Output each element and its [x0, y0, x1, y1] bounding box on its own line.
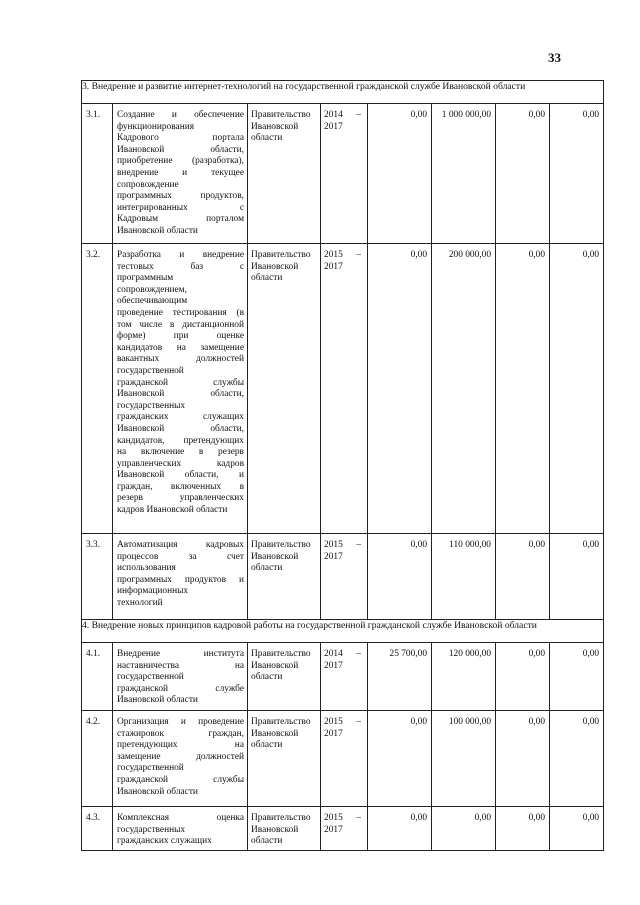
implementation-period	[321, 534, 368, 620]
funding-amount-2015: 100 000,00	[432, 711, 496, 807]
description-line: Разработка и внедрение	[117, 250, 244, 260]
funding-amount-2014: 0,00	[368, 711, 432, 807]
description-line: приобретение (разработка),	[117, 156, 244, 167]
funding-amount-2016: 0,00	[496, 244, 550, 534]
executor: Правительство Ивановской области	[248, 643, 321, 711]
implementation-period	[321, 244, 368, 534]
description-line: граждан, включенных в	[117, 481, 244, 492]
description-line: Организация и проведение	[117, 717, 244, 727]
description-line: сопровождением,	[117, 284, 187, 295]
funding-amount-2015: 200 000,00	[432, 244, 496, 534]
implementation-period	[321, 643, 368, 711]
funding-amount-2014: 25 700,00	[368, 643, 432, 711]
row-number: 4.3.	[82, 807, 113, 851]
description-line: гражданских служащих	[117, 412, 244, 423]
table-row	[82, 807, 604, 851]
table-row	[82, 711, 604, 807]
period-end: 2017	[324, 728, 343, 739]
measure-description	[113, 807, 248, 851]
implementation-period	[321, 104, 368, 244]
description-line: Ивановской области	[117, 695, 198, 706]
period-dash: –	[356, 813, 361, 823]
page-number: 33	[548, 50, 561, 65]
description-line: использования	[117, 563, 176, 574]
period-dash: –	[356, 649, 361, 659]
description-line: Ивановской области,	[117, 423, 244, 434]
funding-amount-2016: 0,00	[496, 807, 550, 851]
funding-amount-2014: 0,00	[368, 244, 432, 534]
funding-amount-2016: 0,00	[496, 643, 550, 711]
funding-amount-2014: 0,00	[368, 104, 432, 244]
description-line: кандидатов на замещение	[117, 342, 244, 353]
funding-amount-2017: 0,00	[550, 807, 604, 851]
period-dash: –	[356, 717, 361, 727]
executor: Правительство Ивановской области	[248, 807, 321, 851]
description-line: Ивановской области,	[117, 144, 244, 155]
description-line: программным	[117, 273, 174, 284]
description-line: гражданской службы	[117, 774, 244, 785]
description-line: информационных	[117, 586, 189, 597]
implementation-period	[321, 807, 368, 851]
description-line: сопровождение	[117, 179, 179, 190]
funding-amount-2016: 0,00	[496, 711, 550, 807]
funding-amount-2014: 0,00	[368, 807, 432, 851]
section-title: 3. Внедрение и развитие интернет-технологий на государственной гражданской службе Ивановской области	[82, 81, 604, 104]
description-line: том числе в дистанционной	[117, 319, 244, 330]
description-line: Комплексная оценка	[117, 813, 244, 823]
description-line: на включение в резерв	[117, 447, 244, 458]
funding-amount-2017: 0,00	[550, 711, 604, 807]
table-row	[82, 643, 604, 711]
period-start: 2014	[324, 110, 343, 120]
period-end: 2017	[324, 824, 343, 835]
period-dash: –	[356, 540, 361, 550]
description-line: Ивановской области, и	[117, 470, 244, 481]
funding-amount-2016: 0,00	[496, 534, 550, 620]
description-line: Ивановской области,	[117, 389, 244, 400]
description-line: наставничества на	[117, 660, 244, 671]
description-line: Автоматизация кадровых	[117, 540, 244, 550]
description-line: государственных	[117, 400, 186, 411]
period-dash: –	[356, 250, 361, 260]
description-line: Кадровым порталом	[117, 214, 244, 225]
description-line: кандидатов, претендующих	[117, 435, 244, 446]
description-line: гражданской службе	[117, 683, 244, 694]
measure-description	[113, 104, 248, 244]
description-line: программных продуктов и	[117, 574, 244, 585]
period-end: 2017	[324, 660, 343, 671]
row-number: 4.1.	[82, 643, 113, 711]
description-line: государственных	[117, 824, 186, 835]
section-header-row	[82, 620, 604, 643]
description-line: гражданских служащих	[117, 836, 212, 847]
description-line: претендующих на	[117, 740, 244, 751]
period-start: 2014	[324, 649, 343, 659]
funding-amount-2015: 0,00	[432, 807, 496, 851]
period-end: 2017	[324, 261, 343, 272]
description-line: обеспечивающим	[117, 296, 188, 307]
description-line: государственной	[117, 763, 184, 774]
description-line: процессов за счет	[117, 551, 244, 562]
measure-description	[113, 534, 248, 620]
description-line: замещение должностей	[117, 751, 244, 762]
funding-amount-2016: 0,00	[496, 104, 550, 244]
measure-description	[113, 244, 248, 534]
description-line: стажировок граждан,	[117, 728, 244, 739]
description-line: Создание и обеспечение	[117, 110, 244, 120]
table-row	[82, 244, 604, 534]
description-line: технологий	[117, 597, 163, 608]
period-start: 2015	[324, 717, 343, 727]
description-line: резерв управленческих	[117, 493, 244, 504]
program-measures-table	[81, 80, 604, 851]
description-line: Ивановской области	[117, 225, 198, 236]
period-dash: –	[356, 110, 361, 120]
executor: Правительство Ивановской области	[248, 711, 321, 807]
description-line: Ивановской области	[117, 786, 198, 797]
section-title: 4. Внедрение новых принципов кадровой работы на государственной гражданской службе Ивановской области	[82, 620, 604, 643]
description-line: гражданской службы	[117, 377, 244, 388]
description-line: вакантных должностей	[117, 354, 244, 365]
row-number: 4.2.	[82, 711, 113, 807]
description-line: проведение тестирования (в	[117, 307, 244, 318]
period-end: 2017	[324, 121, 343, 132]
table-row	[82, 534, 604, 620]
description-line: тестовых баз с	[117, 261, 244, 272]
executor: Правительство Ивановской области	[248, 104, 321, 244]
section-header-row	[82, 81, 604, 104]
period-end: 2017	[324, 551, 343, 562]
measure-description	[113, 711, 248, 807]
measure-description	[113, 643, 248, 711]
funding-amount-2017: 0,00	[550, 104, 604, 244]
funding-amount-2017: 0,00	[550, 643, 604, 711]
period-start: 2015	[324, 540, 343, 550]
description-line: государственной	[117, 672, 184, 683]
period-start: 2015	[324, 250, 343, 260]
description-line: Внедрение института	[117, 649, 244, 659]
funding-amount-2014: 0,00	[368, 534, 432, 620]
description-line: управленческих кадров	[117, 458, 244, 469]
description-line: программных продуктов,	[117, 191, 244, 202]
description-line: кадров Ивановской области	[117, 505, 228, 516]
funding-amount-2015: 110 000,00	[432, 534, 496, 620]
row-number: 3.2.	[82, 244, 113, 534]
period-start: 2015	[324, 813, 343, 823]
description-line: интегрированных с	[117, 202, 244, 213]
description-line: внедрение и текущее	[117, 167, 244, 178]
description-line: функционирования	[117, 121, 195, 132]
description-line: государственной	[117, 365, 184, 376]
implementation-period	[321, 711, 368, 807]
executor: Правительство Ивановской области	[248, 244, 321, 534]
executor: Правительство Ивановской области	[248, 534, 321, 620]
funding-amount-2017: 0,00	[550, 244, 604, 534]
row-number: 3.3.	[82, 534, 113, 620]
row-number: 3.1.	[82, 104, 113, 244]
funding-amount-2015: 120 000,00	[432, 643, 496, 711]
description-line: форме) при оценке	[117, 331, 244, 342]
funding-amount-2017: 0,00	[550, 534, 604, 620]
description-line: Кадрового портала	[117, 133, 244, 144]
funding-amount-2015: 1 000 000,00	[432, 104, 496, 244]
table-row	[82, 104, 604, 244]
